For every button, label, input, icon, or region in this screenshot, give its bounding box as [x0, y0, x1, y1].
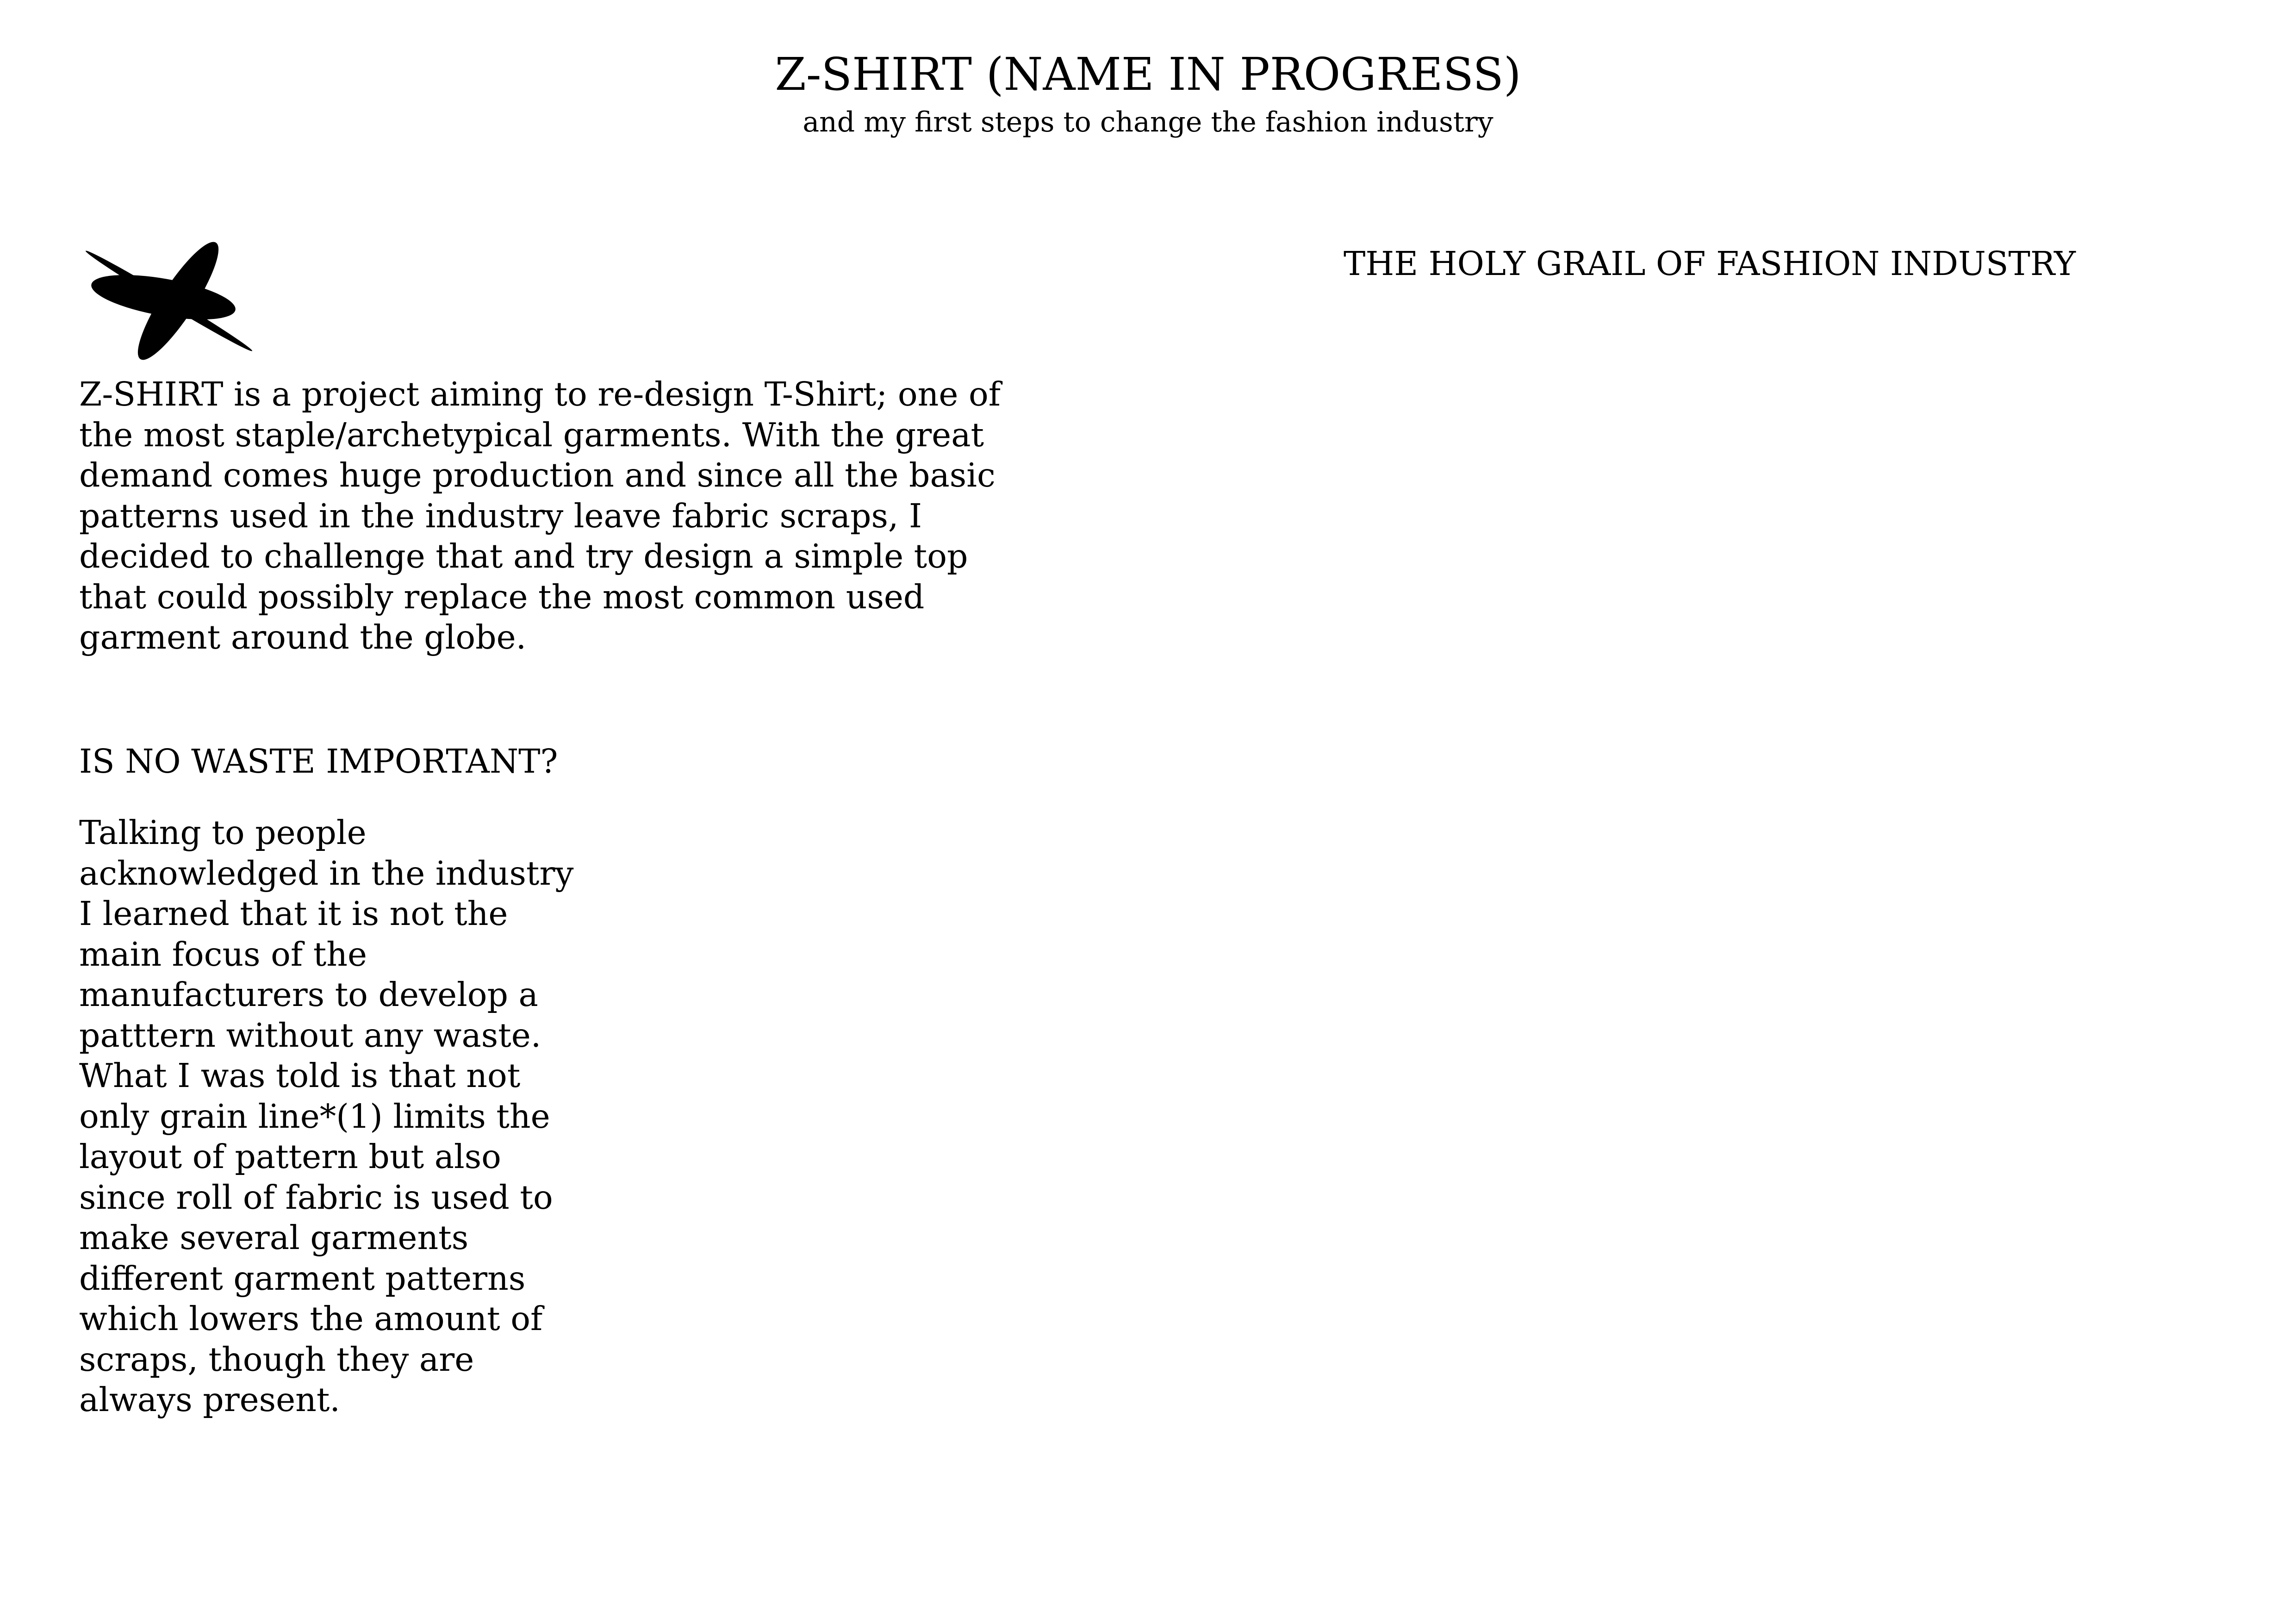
no-waste-heading: IS NO WASTE IMPORTANT?	[79, 742, 558, 781]
no-waste-paragraph: Talking to people acknowledged in the industry I learned that it is not the main focus of the manufacturers to develop a patttern without any waste. What I was told is that not only grain line*(1) limits the layout of pattern but also since roll of fabric is used to make several garments different garment patterns which lowers the amount of scraps, though they are always present.	[79, 813, 574, 1419]
holy-grail-heading: THE HOLY GRAIL OF FASHION INDUSTRY	[1344, 244, 2076, 283]
star-logo-icon	[76, 231, 259, 370]
page-title: Z-SHIRT (NAME IN PROGRESS)	[775, 48, 1521, 100]
intro-paragraph: Z-SHIRT is a project aiming to re-design T-Shirt; one of the most staple/archetypical garments. With the great demand comes huge production and since all the basic patterns used in the industry leave fabric scraps, I decided to challenge that and try design a simple top that could possibly replace the most common used garment around the globe.	[79, 375, 1001, 656]
page-subtitle: and my first steps to change the fashion industry	[803, 106, 1493, 138]
